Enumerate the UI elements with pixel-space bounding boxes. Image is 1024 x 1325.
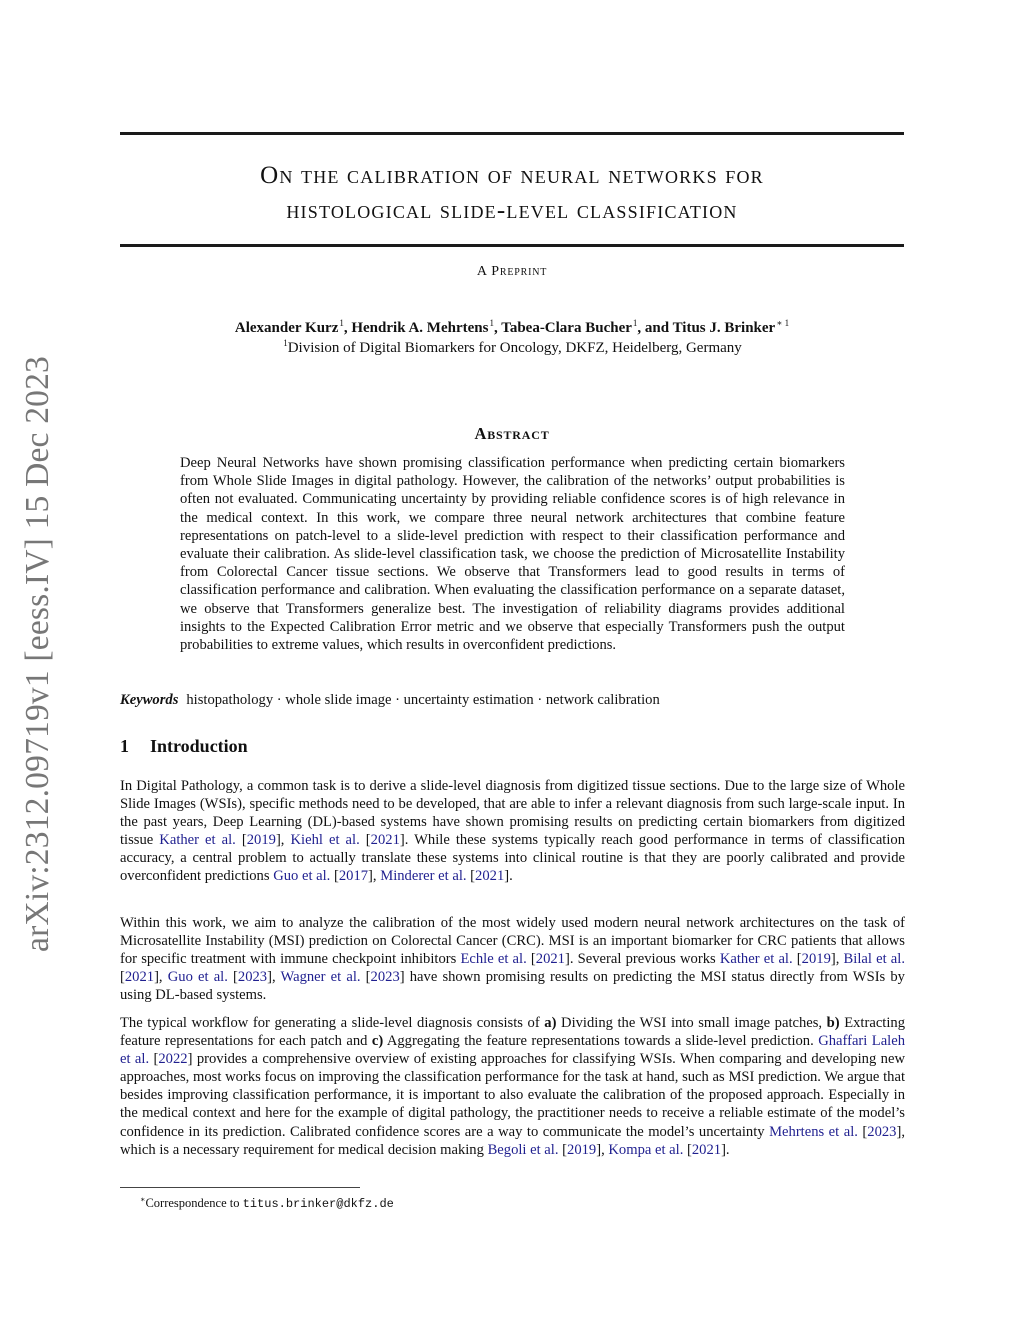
title-top-rule — [120, 132, 904, 135]
citation-link[interactable]: Kiehl et al. — [290, 832, 360, 849]
affiliation-mark: 1 — [283, 338, 288, 348]
title-line-1: On the calibration of neural networks for — [260, 162, 764, 189]
citation-link[interactable]: 2017 — [338, 868, 369, 885]
author-separator: , — [493, 320, 502, 336]
paragraph-text: ]. — [721, 1141, 730, 1158]
author-separator: , — [343, 320, 352, 336]
citation-link[interactable]: 2022 — [158, 1051, 188, 1068]
paragraph-text: Dividing the WSI into small image patches, — [556, 1015, 827, 1031]
citation-link[interactable]: Wagner et al. — [280, 969, 361, 986]
paragraph-text: Aggregating the feature representations towards a slide-level prediction. — [383, 1033, 819, 1050]
paragraph-text: ] provides a comprehensive overview of existing approaches for classifying WSIs. When comparing and developing new approaches, most works focus on improving the classification performance for the task at hand, such as MSI prediction. We argue that besides improving classification performance, it is important to also evaluate the calibration of the proposed approach. Especially in the medical context and here for the example of digital pathology, the practitioner needs to receive a reliable estimate of the model’s confidence in its prediction. Calibrated confidence scores are a way to communicate the model’s uncertainty — [120, 1051, 905, 1140]
section-number: 1 — [120, 736, 129, 756]
paragraph-text: ], — [596, 1141, 609, 1158]
paragraph-text: ]. Several previous works — [564, 951, 720, 968]
preprint-label: A Preprint — [476, 264, 548, 279]
citation-link[interactable]: Guo et al. — [167, 969, 228, 986]
author-affiliation-mark: 1 — [339, 318, 344, 328]
citation-link[interactable]: 2021 — [124, 969, 155, 986]
author-affiliation-mark: 1 — [489, 318, 494, 328]
paragraph-text: [ — [360, 969, 371, 986]
citation-link[interactable]: Bilal et al. — [843, 951, 905, 968]
title-line-2: histological slide-level classification — [286, 197, 738, 224]
section-title: Introduction — [150, 736, 248, 756]
affiliation-text: Division of Digital Biomarkers for Oncology, DKFZ, Heidelberg, Germany — [287, 340, 742, 356]
paragraph-text: ]. — [504, 868, 513, 885]
citation-link[interactable]: Begoli et al. — [487, 1141, 559, 1158]
paragraph-text: In Digital Pathology, a common task is to derive a slide-level diagnosis from digitized tissue sections. Due to the large size of Whole Slide Images (WSIs), specific methods need to be developed, that are able to infer a relevant diagnosis from such large-scale input. In the past years, Deep Learning (DL)-based systems have shown promising results on predicting certain biomarkers from digitized tissue — [120, 778, 905, 849]
paragraph-text: ], — [267, 969, 281, 986]
footnote — [140, 1192, 394, 1212]
arxiv-identifier: arXiv:2312.09719v1 [eess.IV] 15 Dec 2023 — [19, 356, 56, 952]
citation-link[interactable]: Kather et al. — [159, 832, 236, 849]
author-name: Tabea-Clara Bucher — [501, 320, 632, 336]
citation-link[interactable]: 2023 — [370, 969, 400, 986]
paragraph-text: [ — [359, 832, 371, 849]
paragraph-text: Within this work, we aim to analyze the calibration of the most widely used modern neural network architectures on the task of Microsatellite Instability (MSI) prediction on Colorectal Cancer (CRC). MSI is an important biomarker for CRC patients that allows for specific treatment with immune checkpoint inhibitors — [120, 915, 905, 968]
citation-link[interactable]: Echle et al. — [460, 951, 527, 968]
citation-link[interactable]: 2021 — [691, 1141, 722, 1158]
paragraph-2 — [120, 914, 905, 1004]
paragraph-text: [ — [683, 1141, 692, 1158]
abstract-body: Deep Neural Networks have shown promising classification performance when predicting certain biomarkers from Whole Slide Images in digital pathology. However, the calibration of the networks’ output probabilities is often not evaluated. Communicating uncertainty by providing reliable confidence scores is of high relevance in the medical context. In this work, we compare three neural network architectures that combine feature representations on patch-level to a slide-level prediction with respect to their classification performance and evaluate their calibration. As slide-level classification task, we choose the prediction of Microsatellite Instability from Colorectal Cancer tissue sections. We observe that Transformers lead to good results in terms of classification performance and calibration. When evaluating the classification performance on a separate dataset, we observe that Transformers generalize best. The investigation of reliability diagrams provides additional insights to the Expected Calibration Error metric and we observe that especially Transformers push the output probabilities to extreme values, which results in overconfident predictions. — [180, 455, 845, 654]
citation-link[interactable]: 2021 — [370, 832, 400, 849]
footnote-text: Correspondence to — [145, 1196, 243, 1210]
keywords-line — [120, 691, 904, 709]
citation-link[interactable]: 2019 — [801, 951, 831, 968]
paragraph-1 — [120, 777, 905, 886]
step-label: a) — [544, 1015, 557, 1031]
author-affiliation-mark: 1 — [632, 318, 638, 328]
citation-link[interactable]: 2019 — [246, 832, 276, 849]
paragraph-text: ] have shown promising results on predicting the MSI status directly from WSIs by using DL-based systems. — [120, 969, 905, 1004]
author-name: Alexander Kurz — [234, 320, 339, 336]
citation-link[interactable]: Mehrtens et al. — [769, 1123, 858, 1140]
citation-link[interactable]: 2019 — [567, 1141, 597, 1158]
paragraph-text: ], — [154, 969, 168, 986]
arxiv-identifier-sidebar — [18, 352, 58, 956]
paragraph-text: [ — [792, 951, 802, 968]
footnote-mark: ∗ — [140, 1195, 146, 1204]
paragraph-text: ]. While these systems typically reach good performance in terms of classification accuracy, a central problem to actually translate these systems into clinical routine is that they are poorly calibrated and provide overconfident predictions — [120, 832, 906, 885]
section-heading — [120, 736, 248, 757]
paragraph-text: ], which is a necessary requirement for medical decision making — [120, 1123, 905, 1158]
paragraph-text: [ — [120, 969, 125, 986]
citation-link[interactable]: Kather et al. — [719, 951, 793, 968]
paragraph-text: Extracting feature representations for each patch and — [120, 1015, 905, 1050]
footnote-rule — [120, 1187, 360, 1188]
abstract-heading: Abstract — [474, 424, 550, 443]
keywords-label: Keywords — [120, 692, 179, 708]
citation-link[interactable]: Guo et al. — [273, 868, 331, 885]
citation-link[interactable]: 2021 — [535, 951, 565, 968]
keywords-text: histopathology · whole slide image · uncertainty estimation · network calibration — [186, 692, 660, 708]
paragraph-text: [ — [526, 951, 536, 968]
paper-title — [120, 158, 904, 228]
citation-link[interactable]: 2023 — [867, 1123, 897, 1140]
paragraph-text: [ — [227, 969, 238, 986]
paragraph-text: [ — [235, 832, 247, 849]
paragraph-text: [ — [558, 1141, 568, 1158]
step-label: c) — [371, 1033, 384, 1050]
paragraph-text: [ — [149, 1051, 159, 1068]
citation-link[interactable]: Ghaffari Laleh et al. — [120, 1033, 906, 1068]
citation-link[interactable]: 2021 — [475, 868, 505, 885]
title-bottom-rule — [120, 244, 904, 247]
citation-link[interactable]: Minderer et al. — [380, 868, 467, 885]
author-separator: , and — [637, 320, 673, 336]
author-name: Hendrik A. Mehrtens — [351, 320, 489, 336]
footnote-email-link[interactable]: titus.brinker@dkfz.de — [242, 1197, 394, 1211]
affiliation — [120, 333, 904, 358]
paragraph-text: [ — [466, 868, 476, 885]
paragraph-text: [ — [857, 1123, 868, 1140]
citation-link[interactable]: 2023 — [237, 969, 268, 986]
author-affiliation-mark: ∗ 1 — [776, 318, 790, 328]
paragraph-text: ], — [275, 832, 291, 849]
citation-link[interactable]: Kompa et al. — [608, 1141, 684, 1158]
paragraph-text: ], — [368, 868, 381, 885]
author-name: Titus J. Brinker — [672, 320, 776, 336]
paragraph-text: ], — [830, 951, 844, 968]
paragraph-text: [ — [330, 868, 339, 885]
step-label: b) — [826, 1015, 840, 1031]
paragraph-text: The typical workflow for generating a slide-level diagnosis consists of — [120, 1015, 545, 1031]
paragraph-3 — [120, 1014, 905, 1159]
